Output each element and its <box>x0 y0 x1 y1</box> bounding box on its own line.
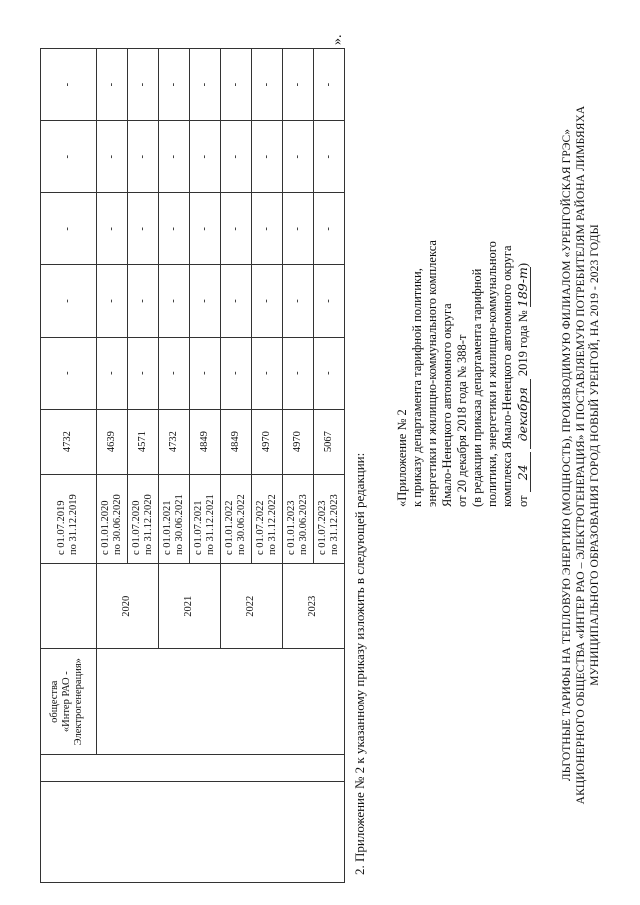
dash-cell: - <box>282 121 313 193</box>
dash-cell: - <box>251 193 282 265</box>
dash-cell: - <box>282 49 313 121</box>
document-title <box>560 35 602 875</box>
tariff-value: 5067 <box>313 409 344 474</box>
table-row <box>41 49 97 883</box>
appendix-line: от 20 декабря 2018 года № 388-т <box>455 334 469 507</box>
empty-cell <box>41 782 345 883</box>
period-from: с 01.01.2022 <box>223 500 235 556</box>
dash-cell: - <box>251 265 282 337</box>
organization-line: «Интер РАО - <box>61 671 72 733</box>
handwritten-month: декабря <box>515 379 531 449</box>
period-to: по 30.06.2022 <box>235 494 247 556</box>
closing-quote: ». <box>330 34 345 45</box>
dash-cell: - <box>41 193 97 265</box>
dash-cell: - <box>251 121 282 193</box>
appendix-line: энергетики и жилищно-коммунального комплекса <box>425 240 439 507</box>
year-cell: 2021 <box>158 564 220 649</box>
empty-cell <box>41 755 345 782</box>
dash-cell: - <box>189 121 220 193</box>
dash-cell: - <box>220 121 251 193</box>
dash-cell: - <box>251 337 282 409</box>
dash-cell: - <box>127 49 158 121</box>
tariff-table <box>40 48 345 883</box>
dash-cell: - <box>158 193 189 265</box>
tariff-value: 4970 <box>251 409 282 474</box>
dash-cell: - <box>282 193 313 265</box>
dash-cell: - <box>41 265 97 337</box>
instruction-text: 2. Приложение № 2 к указанному приказу изложить в следующей редакции: <box>352 452 367 875</box>
handwritten-day: 24 <box>515 452 531 492</box>
year-text: 2019 года № <box>516 310 530 377</box>
dash-cell: - <box>313 121 344 193</box>
dash-cell: - <box>127 121 158 193</box>
title-line: МУНИЦИПАЛЬНОГО ОБРАЗОВАНИЯ ГОРОД НОВЫЙ УРЕНГОЙ, НА 2019 - 2023 ГОДЫ <box>589 224 601 686</box>
dash-cell: - <box>313 265 344 337</box>
dash-cell: - <box>96 265 127 337</box>
dash-cell: - <box>189 193 220 265</box>
appendix-line: политики, энергетики и жилищно-коммунального <box>485 241 499 507</box>
period-to: по 31.12.2022 <box>266 494 278 556</box>
tariff-value: 4849 <box>189 409 220 474</box>
tariff-value: 4639 <box>96 409 127 474</box>
period-from: с 01.07.2019 <box>56 500 68 556</box>
organization-cell <box>41 649 97 755</box>
period-from: с 01.01.2023 <box>285 500 297 556</box>
dash-cell: - <box>158 265 189 337</box>
period-to: по 30.06.2023 <box>297 494 309 556</box>
dash-cell: - <box>158 121 189 193</box>
year-cell: 2023 <box>282 564 344 649</box>
dash-cell: - <box>127 265 158 337</box>
period-from: с 01.07.2021 <box>192 500 204 556</box>
dash-cell: - <box>313 193 344 265</box>
date-prefix: от <box>516 495 530 507</box>
dash-cell: - <box>41 121 97 193</box>
dash-cell: - <box>189 337 220 409</box>
dash-cell: - <box>282 265 313 337</box>
title-line: АКЦИОНЕРНОГО ОБЩЕСТВА «ИНТЕР РАО – ЭЛЕКТРОГЕНЕРАЦИЯ» И ПОСТАВЛЯЕМУЮ ПОТРЕБИТЕЛЯМ РАЙОНА ЛИМБЯЯХА <box>575 105 587 805</box>
dash-cell: - <box>96 121 127 193</box>
tariff-value: 4849 <box>220 409 251 474</box>
title-line: ЛЬГОТНЫЕ ТАРИФЫ НА ТЕПЛОВУЮ ЭНЕРГИЮ (МОЩНОСТЬ), ПРОИЗВОДИМУЮ ФИЛИАЛОМ «УРЕНГОЙСКАЯ ГРЭС» <box>561 128 573 782</box>
organization-line: общества <box>49 680 60 723</box>
year-cell: 2022 <box>220 564 282 649</box>
period-cell <box>313 474 344 563</box>
tariff-value: 4970 <box>282 409 313 474</box>
dash-cell: - <box>96 337 127 409</box>
dash-cell: - <box>158 49 189 121</box>
appendix-line: комплекса Ямало-Ненецкого автономного округа <box>500 245 514 507</box>
dash-cell: - <box>189 265 220 337</box>
dash-cell: - <box>282 337 313 409</box>
dash-cell: - <box>158 337 189 409</box>
period-cell <box>251 474 282 563</box>
organization-line: Электрогенерация» <box>73 658 84 746</box>
period-cell <box>189 474 220 563</box>
dash-cell: - <box>313 337 344 409</box>
dash-cell: - <box>220 49 251 121</box>
dash-cell: - <box>220 337 251 409</box>
period-to: по 31.12.2023 <box>328 494 340 556</box>
appendix-header <box>395 67 531 507</box>
dash-cell: - <box>41 337 97 409</box>
appendix-line: (в редакции приказа департамента тарифной <box>470 268 484 507</box>
handwritten-number: 189-т <box>515 267 530 308</box>
tariff-value: 4571 <box>127 409 158 474</box>
organization-cell-continued <box>96 649 344 755</box>
period-to: по 30.06.2020 <box>111 494 123 556</box>
period-from: с 01.07.2020 <box>130 500 142 556</box>
tariff-value: 4732 <box>41 409 97 474</box>
year-cell <box>41 564 97 649</box>
period-to: по 31.12.2021 <box>204 494 216 556</box>
period-cell <box>41 474 97 563</box>
period-from: с 01.01.2021 <box>161 500 173 556</box>
dash-cell: - <box>313 49 344 121</box>
period-from: с 01.07.2023 <box>316 500 328 556</box>
period-from: с 01.01.2020 <box>99 500 111 556</box>
dash-cell: - <box>96 193 127 265</box>
dash-cell: - <box>189 49 220 121</box>
dash-cell: - <box>251 49 282 121</box>
period-to: по 30.06.2021 <box>173 494 185 556</box>
dash-cell: - <box>220 193 251 265</box>
period-to: по 31.12.2019 <box>68 494 80 556</box>
appendix-line: «Приложение № 2 <box>395 409 409 507</box>
dash-cell: - <box>96 49 127 121</box>
dash-cell: - <box>127 193 158 265</box>
dash-cell: - <box>220 265 251 337</box>
period-to: по 31.12.2020 <box>142 494 154 556</box>
close-paren: ) <box>516 262 530 268</box>
period-cell <box>158 474 189 563</box>
tariff-value: 4732 <box>158 409 189 474</box>
year-cell: 2020 <box>96 564 158 649</box>
period-cell <box>220 474 251 563</box>
period-cell <box>96 474 127 563</box>
period-cell <box>282 474 313 563</box>
appendix-line: Ямало-Ненецкого автономного округа <box>440 303 454 507</box>
dash-cell: - <box>41 49 97 121</box>
appendix-line: к приказу департамента тарифной политики, <box>410 268 424 507</box>
period-from: с 01.07.2022 <box>254 500 266 556</box>
appendix-date-line <box>515 67 531 507</box>
dash-cell: - <box>127 337 158 409</box>
period-cell <box>127 474 158 563</box>
